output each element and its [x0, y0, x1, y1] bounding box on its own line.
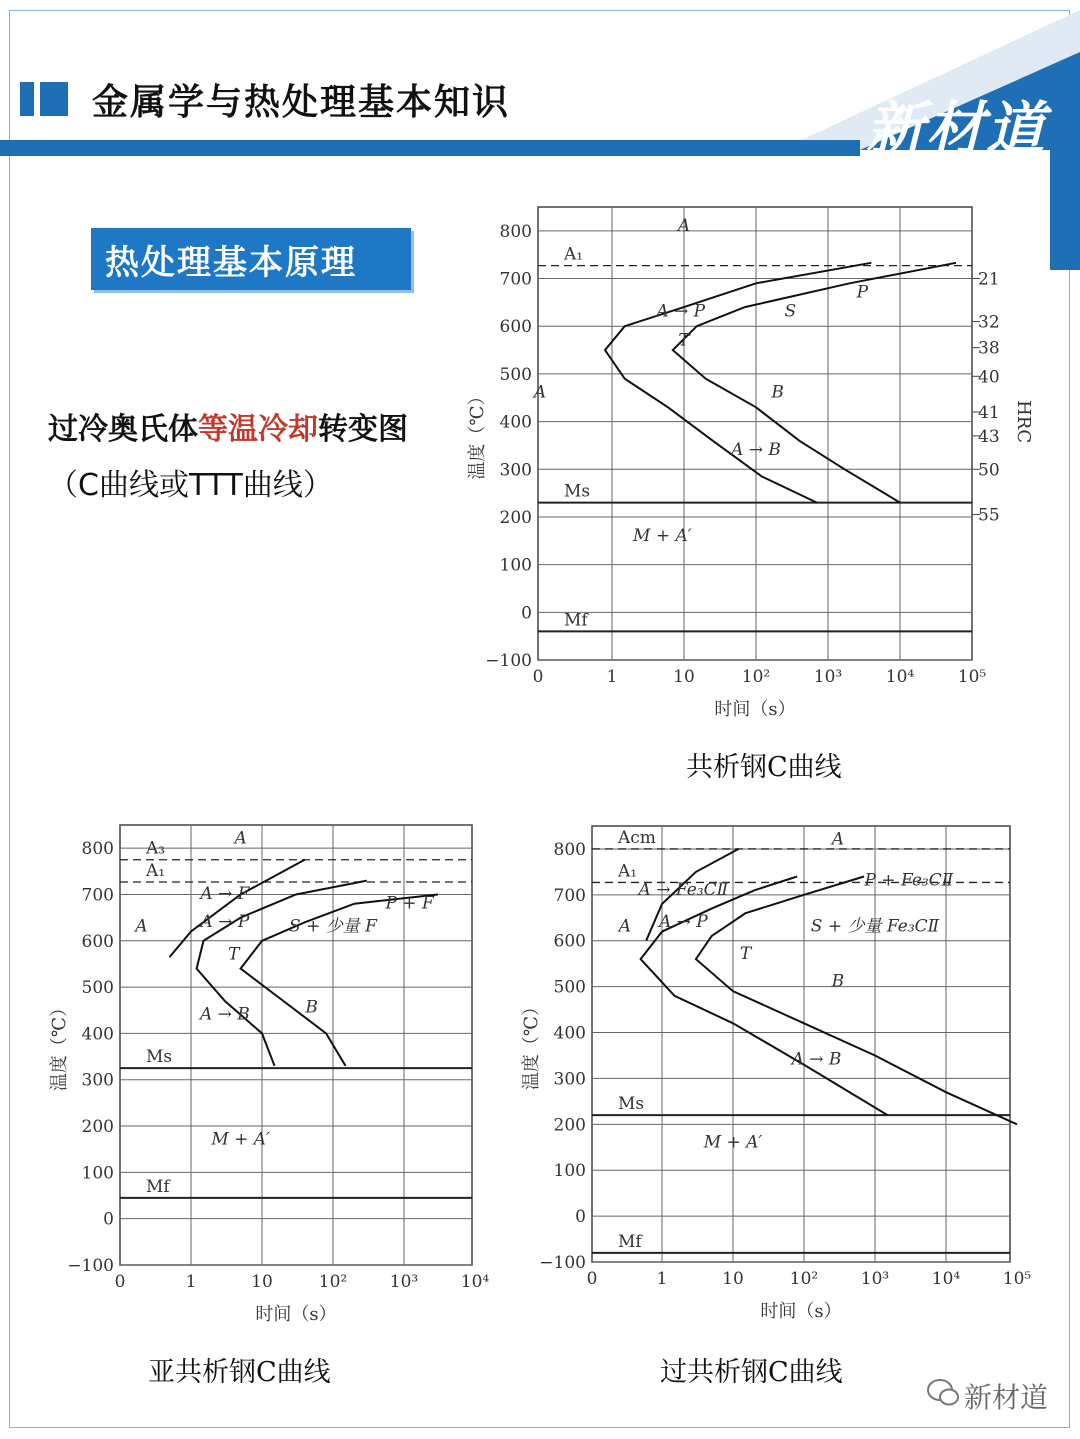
critical-temperature-label: Ms [618, 1094, 645, 1115]
critical-temperature-label: Acm [618, 827, 656, 848]
region-label: S [784, 301, 797, 322]
critical-temperature-label: Mf [146, 1176, 170, 1197]
hrc-tick-label: 55 [978, 505, 1000, 526]
region-label: A [135, 916, 148, 937]
x-tick-label: 10⁵ [1002, 1269, 1032, 1289]
description-highlight: 等温冷却 [198, 412, 318, 447]
y-tick-label: 0 [103, 1209, 114, 1230]
plot-frame [120, 825, 472, 1265]
region-label: T [678, 330, 690, 351]
x-tick-label: 10⁴ [931, 1269, 961, 1289]
wechat-icon [926, 1378, 960, 1408]
x-axis-label: 时间（s） [760, 1301, 842, 1322]
region-label: P [856, 282, 869, 303]
y-tick-label: 600 [499, 317, 532, 338]
hrc-tick-label: 38 [978, 338, 1000, 359]
hrc-axis-label: HRC [1013, 400, 1034, 444]
y-tick-label: 400 [499, 412, 532, 433]
x-tick-label: 10 [673, 667, 695, 687]
region-label: A → P [658, 911, 708, 932]
x-tick-label: 10⁵ [957, 667, 987, 687]
description-post: 转变图 [318, 412, 408, 447]
x-tick-label: 0 [586, 1269, 598, 1289]
x-tick-label: 10⁴ [885, 667, 915, 687]
region-label: A [234, 828, 247, 849]
watermark-text: 新材道 [964, 1381, 1049, 1414]
y-tick-label: 700 [499, 269, 532, 290]
y-tick-label: 500 [81, 978, 114, 999]
region-label: S + 少量 Fe₃CⅡ [810, 916, 940, 937]
y-tick-label: 400 [553, 1023, 586, 1044]
region-label: M + A′ [633, 525, 692, 546]
chart-caption-hypoeutectoid: 亚共析钢C曲线 [148, 1357, 331, 1388]
region-label: T [228, 944, 240, 965]
y-tick-label: 100 [499, 555, 532, 576]
critical-temperature-label: A₁ [618, 861, 638, 882]
x-tick-label: 10⁴ [460, 1272, 490, 1292]
region-label: A [618, 916, 632, 937]
y-tick-label: 800 [499, 221, 532, 242]
page-title: 金属学与热处理基本知识 [92, 82, 511, 123]
transformation-curve [605, 263, 871, 503]
region-label: A → B [199, 1004, 250, 1025]
region-label: A [533, 382, 547, 403]
region-label: A → P [200, 911, 250, 932]
y-axis-label: 温度（℃） [521, 997, 542, 1091]
y-tick-label: 200 [499, 507, 532, 528]
region-label: A → B [791, 1049, 842, 1070]
region-label: B [771, 382, 784, 403]
y-tick-label: 100 [81, 1163, 114, 1184]
region-label: P + Fe₃CⅡ [864, 870, 954, 891]
critical-temperature-label: Mf [564, 610, 588, 631]
hrc-tick-label: 32 [978, 312, 1000, 333]
hrc-tick-label: 50 [978, 460, 1000, 481]
critical-temperature-label: A₃ [146, 838, 166, 859]
region-label: B [831, 971, 845, 992]
y-tick-label: −100 [539, 1253, 586, 1273]
region-label: S + 少量 F [289, 916, 377, 937]
critical-temperature-label: Ms [564, 481, 591, 502]
hrc-tick-label: 40 [978, 367, 1000, 388]
x-tick-label: 1 [656, 1269, 668, 1289]
hrc-tick-label: 43 [978, 426, 1000, 447]
region-label: P + F [385, 893, 434, 914]
description-pre: 过冷奥氏体 [48, 412, 198, 447]
critical-temperature-label: A₁ [564, 244, 584, 265]
x-tick-label: 0 [114, 1272, 126, 1292]
critical-temperature-label: A₁ [146, 860, 166, 881]
chart-caption-hypereutectoid: 过共析钢C曲线 [660, 1357, 843, 1388]
section-title: 热处理基本原理 [105, 243, 357, 283]
region-label: T [739, 944, 752, 965]
description-subtitle: （C曲线或TTT曲线） [48, 468, 333, 503]
y-tick-label: 0 [575, 1207, 586, 1228]
y-tick-label: 400 [81, 1024, 114, 1045]
region-label: A → P [656, 301, 706, 322]
y-tick-label: 300 [81, 1070, 114, 1091]
x-tick-label: 10³ [389, 1272, 419, 1292]
x-axis-label: 时间（s） [255, 1304, 337, 1325]
x-tick-label: 10³ [813, 667, 843, 687]
chart-caption-eutectoid: 共析钢C曲线 [686, 752, 842, 783]
x-tick-label: 10² [741, 667, 771, 687]
y-tick-label: 500 [553, 977, 586, 998]
plot-frame [538, 207, 972, 660]
hrc-tick-label: 41 [978, 403, 1000, 424]
y-tick-label: 300 [499, 460, 532, 481]
y-tick-label: 700 [81, 885, 114, 906]
y-tick-label: 700 [553, 885, 586, 906]
y-tick-label: 800 [81, 839, 114, 860]
y-axis-label: 温度（℃） [467, 387, 488, 480]
region-label: A [677, 215, 691, 236]
region-label: A [831, 829, 845, 850]
y-tick-label: −100 [485, 651, 532, 671]
y-tick-label: 200 [81, 1117, 114, 1138]
y-tick-label: 600 [553, 931, 586, 952]
y-tick-label: 200 [553, 1115, 586, 1136]
x-tick-label: 10 [722, 1269, 744, 1289]
region-label: A → F [200, 884, 250, 905]
y-tick-label: 800 [553, 839, 586, 860]
region-label: B [305, 997, 318, 1018]
y-tick-label: 300 [553, 1069, 586, 1090]
brand-logo: 新材道 [866, 95, 1047, 163]
x-tick-label: 10² [318, 1272, 348, 1292]
y-tick-label: 600 [81, 931, 114, 952]
critical-temperature-label: Mf [618, 1231, 642, 1252]
region-label: M + A′ [211, 1129, 270, 1150]
region-label: A → B [731, 439, 781, 460]
transformation-curve [170, 860, 305, 957]
critical-temperature-label: Ms [146, 1047, 173, 1068]
x-tick-label: 1 [606, 667, 618, 687]
x-tick-label: 0 [532, 667, 544, 687]
x-tick-label: 1 [185, 1272, 197, 1292]
y-tick-label: −100 [67, 1256, 114, 1276]
y-tick-label: 0 [521, 603, 532, 624]
y-tick-label: 500 [499, 364, 532, 385]
y-tick-label: 100 [553, 1161, 586, 1182]
x-tick-label: 10³ [860, 1269, 890, 1289]
transformation-curve [673, 263, 956, 503]
region-label: M + A′ [703, 1132, 763, 1153]
x-tick-label: 10 [251, 1272, 273, 1292]
y-axis-label: 温度（℃） [49, 998, 70, 1092]
x-tick-label: 10² [789, 1269, 819, 1289]
x-axis-label: 时间（s） [714, 699, 796, 720]
region-label: A → Fe₃CⅡ [638, 879, 729, 900]
hrc-tick-label: 21 [978, 269, 1000, 290]
transformation-curve [696, 877, 1017, 1125]
